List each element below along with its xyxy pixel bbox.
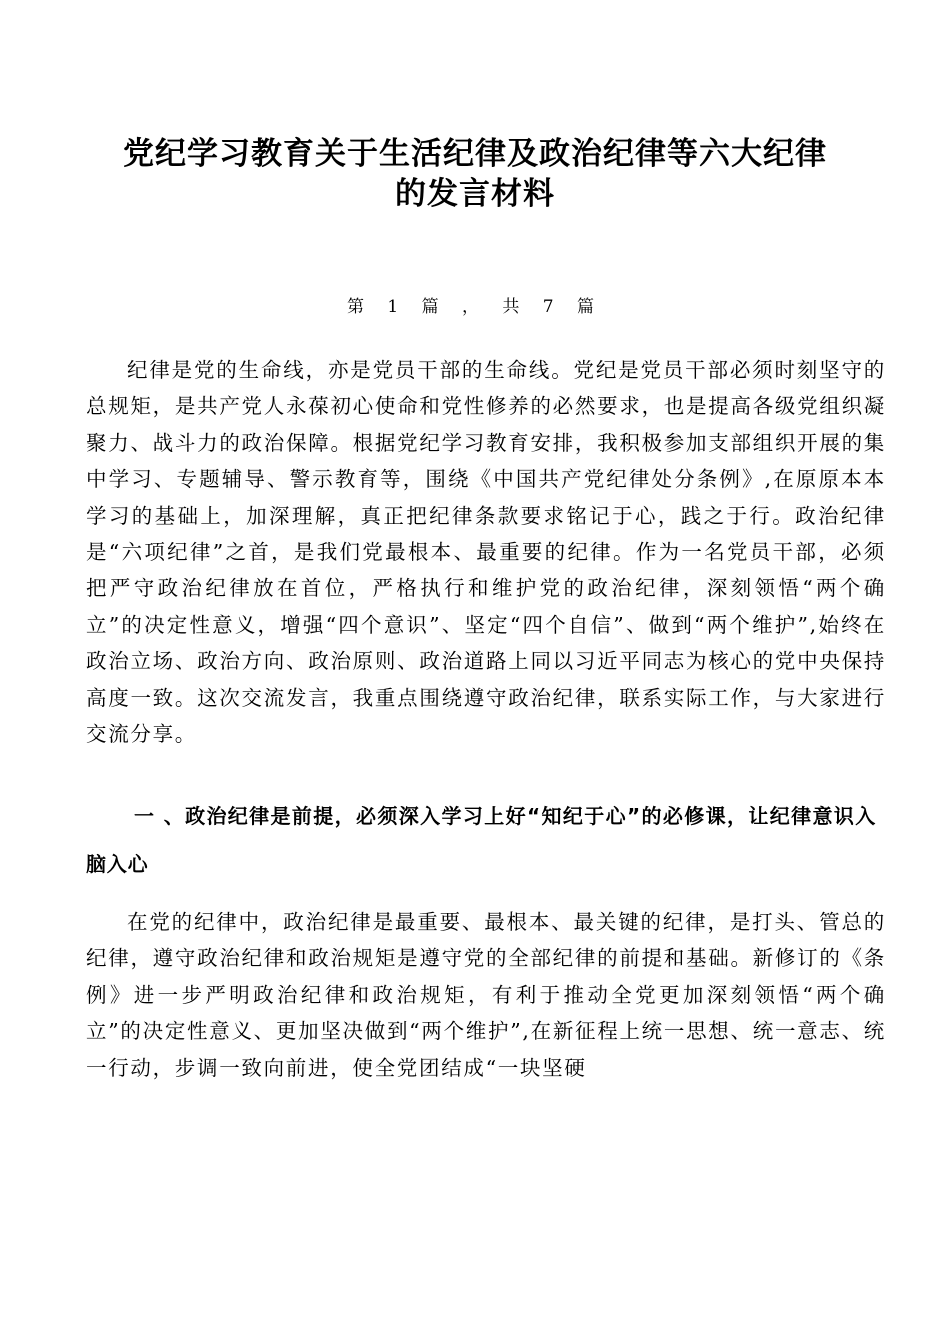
section-heading-1: 一 、政治纪律是前提，必须深入学习上好“知纪于心”的必修课，让纪律意识入脑入心 bbox=[86, 804, 876, 876]
title-line-1: 党纪学习教育关于生活纪律及政治纪律等六大纪律 bbox=[123, 136, 827, 172]
body-paragraph-2: 在党的纪律中，政治纪律是最重要、最根本、最关键的纪律，是打头、管总的纪律，遵守政治纪律和政治规矩是遵守党的全部纪律的前提和基础。新修订的《条例》进一步严明政治纪律和政治规矩，有利于推动全党更加深刻领悟“两个确立”的决定性意义、更加坚决做到“两个维护”,在新征程上统一思想、统一意志、统一行动，步调一致向前进，使全党团结成“一块坚硬 bbox=[86, 910, 886, 1080]
page-indicator: 第 1 篇 ， 共 7 篇 bbox=[346, 297, 604, 317]
document-title bbox=[60, 134, 890, 214]
title-line-2: 的发言材料 bbox=[395, 176, 555, 212]
body-paragraph-1: 纪律是党的生命线，亦是党员干部的生命线。党纪是党员干部必须时刻坚守的总规矩，是共产党人永葆初心使命和党性修养的必然要求，也是提高各级党组织凝聚力、战斗力的政治保障。根据党纪学习教育安排，我积极参加支部组织开展的集中学习、专题辅导、警示教育等，围绕《中国共产党纪律处分条例》,在原原本本学习的基础上，加深理解，真正把纪律条款要求铭记于心，践之于行。政治纪律是“六项纪律”之首，是我们党最根本、最重要的纪律。作为一名党员干部，必须把严守政治纪律放在首位，严格执行和维护党的政治纪律，深刻领悟“两个确立”的决定性意义，增强“四个意识”、坚定“四个自信”、做到“两个维护”,始终在政治立场、政治方向、政治原则、政治道路上同以习近平同志为核心的党中央保持高度一致。这次交流发言，我重点围绕遵守政治纪律，联系实际工作，与大家进行交流分享。 bbox=[86, 358, 886, 747]
